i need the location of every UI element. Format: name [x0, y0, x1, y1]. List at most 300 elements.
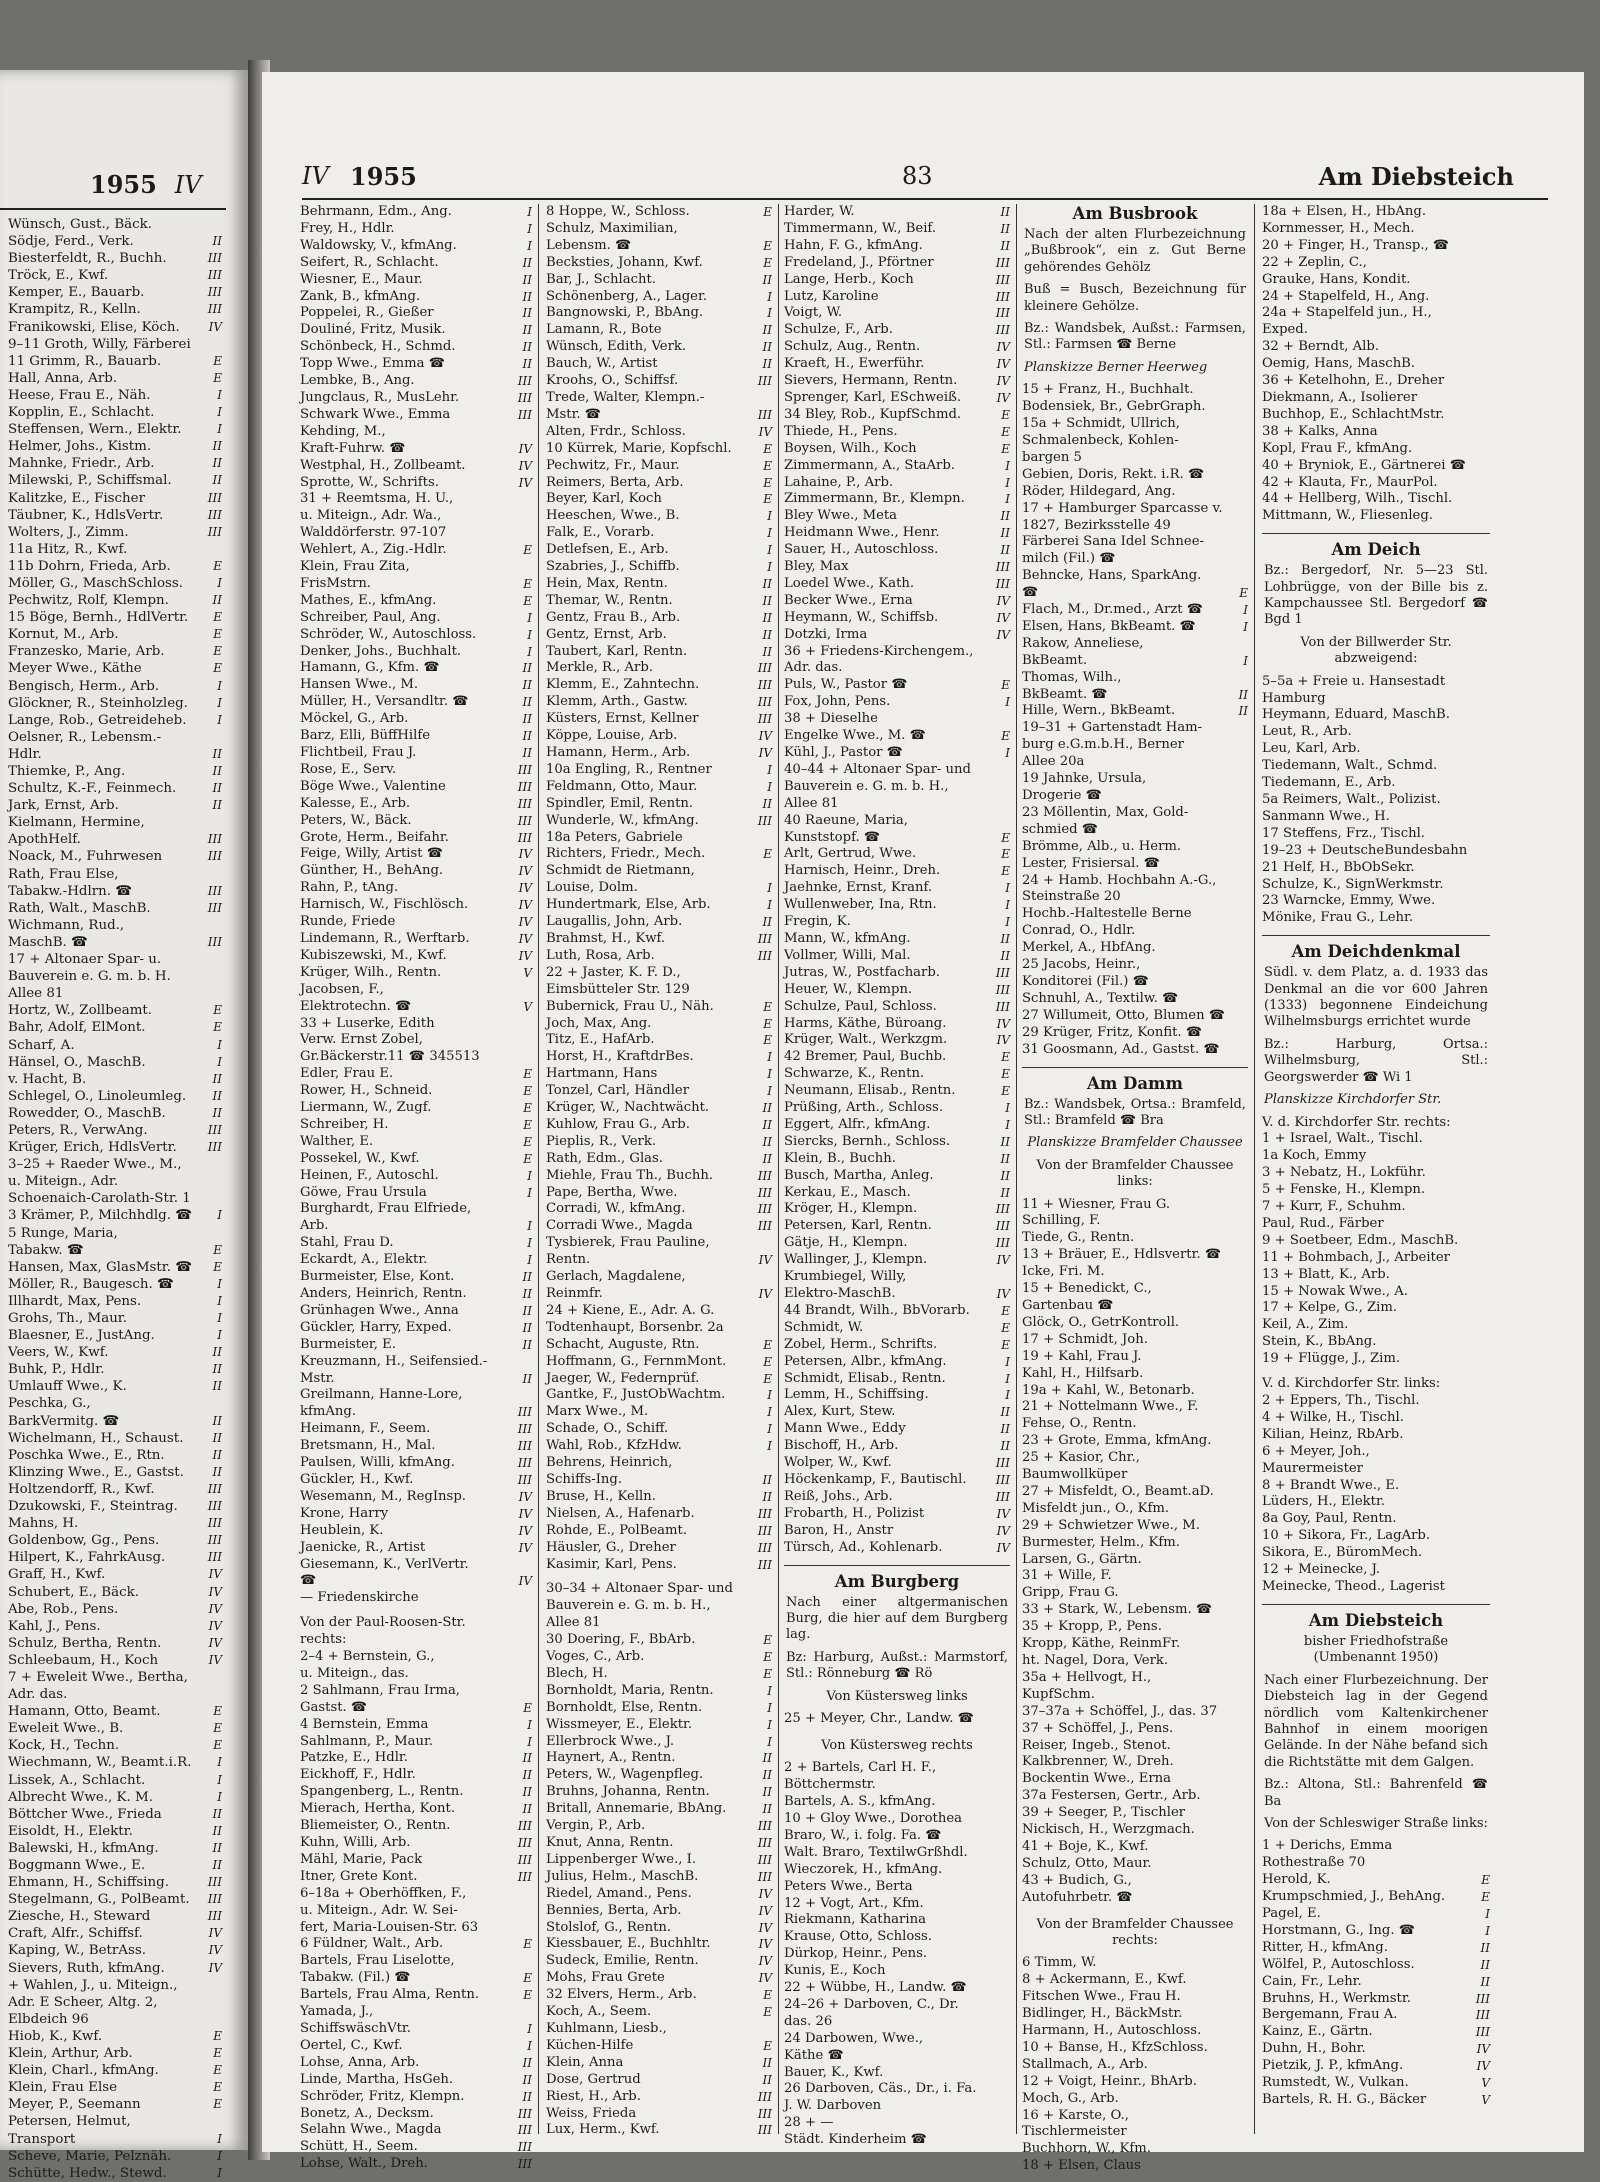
resident-entry	[546, 1632, 772, 1649]
floor-code: I	[767, 762, 772, 777]
resident-name: u. Miteign., Adr. Wa.,	[300, 508, 442, 524]
floor-code: II	[762, 1768, 772, 1783]
resident-name: Kropp, Käthe, ReinmFr.	[1022, 1636, 1181, 1652]
resident-entry	[1262, 691, 1490, 708]
floor-code: E	[213, 610, 222, 625]
resident-name: Neumann, Elisab., Rentn.	[784, 1083, 956, 1099]
resident-entry	[546, 1700, 772, 1717]
resident-name: Mohs, Frau Grete	[546, 1970, 665, 1986]
resident-name: Wieczorek, H., kfmAng.	[784, 1861, 943, 1877]
resident-entry	[546, 1032, 772, 1049]
floor-code: III	[1475, 2008, 1490, 2023]
resident-entry	[546, 2089, 772, 2106]
resident-entry	[546, 1083, 772, 1100]
floor-code: E	[213, 2063, 222, 2078]
floor-code: E	[213, 1738, 222, 1753]
resident-entry	[1262, 356, 1490, 373]
column-4	[1022, 204, 1255, 2174]
resident-name: Tröck, E., Kwf.	[8, 268, 109, 284]
resident-entry	[1022, 2040, 1248, 2057]
resident-name: Buchhop, E., SchlachtMstr.	[1262, 406, 1445, 422]
floor-code: II	[1480, 1974, 1490, 1989]
resident-entry	[784, 965, 1010, 982]
resident-name: 21 + Nottelmann Wwe., F.	[1022, 1399, 1199, 1415]
resident-name: 39 + Seeger, P., Tischler	[1022, 1805, 1186, 1821]
resident-entry	[1022, 957, 1248, 974]
floor-code: E	[1001, 1320, 1010, 1335]
resident-name: Kalkbrenner, W., Dreh.	[1022, 1754, 1174, 1770]
resident-name: Boggmann Wwe., E.	[8, 1858, 146, 1873]
floor-code: II	[1000, 221, 1010, 236]
floor-code: I	[217, 2131, 222, 2146]
resident-name: 29 + Schwietzer Wwe., M.	[1022, 1517, 1200, 1533]
resident-name: Rower, H., Schneid.	[300, 1083, 433, 1099]
floor-code: III	[995, 272, 1010, 287]
resident-entry	[300, 796, 532, 813]
floor-code: II	[212, 1362, 222, 1377]
floor-code: E	[213, 1020, 222, 1035]
resident-name: Elektro-MaschB.	[784, 1286, 896, 1301]
floor-code: I	[1005, 1354, 1010, 1369]
resident-name: Hamann, G., Kfm. ☎	[300, 660, 440, 676]
floor-code: IV	[996, 627, 1010, 642]
resident-name: Kraft-Fuhrw. ☎	[300, 440, 406, 456]
resident-name: MaschB. ☎	[8, 934, 88, 950]
resident-name: Dotzki, Irma	[784, 626, 868, 642]
resident-entry	[1022, 433, 1248, 450]
floor-code: IV	[1476, 2059, 1490, 2074]
resident-entry	[784, 1455, 1010, 1472]
resident-name: Schulz, Otto, Maur.	[1022, 1855, 1152, 1871]
resident-entry	[8, 1618, 222, 1635]
resident-entry	[784, 1185, 1010, 1202]
resident-entry	[784, 1963, 1010, 1980]
floor-code: III	[995, 1219, 1010, 1234]
resident-name: 8a Goy, Paul, Rentn.	[1262, 1511, 1397, 1527]
resident-entry	[784, 1777, 1010, 1794]
floor-code: III	[207, 1140, 222, 1155]
floor-code: I	[527, 1168, 532, 1183]
resident-name: Wunderle, W., kfmAng.	[546, 812, 699, 828]
street-heading: Am Burgberg	[784, 1565, 1010, 1591]
resident-name: Patzke, E., Hdlr.	[300, 1750, 408, 1766]
resident-entry	[300, 1590, 532, 1607]
resident-entry	[8, 421, 222, 438]
resident-name: 1 + Israel, Walt., Tischl.	[1262, 1131, 1423, 1147]
resident-name: 1a Koch, Emmy	[1262, 1148, 1367, 1164]
floor-code: I	[767, 881, 772, 896]
floor-code: E	[1001, 864, 1010, 879]
resident-entry	[546, 1235, 772, 1252]
resident-name: 15 Böge, Bernh., HdlVertr.	[8, 610, 189, 626]
resident-entry	[300, 221, 532, 238]
resident-name: 38 + Dieselhe	[784, 711, 878, 727]
resident-entry	[784, 1946, 1010, 1963]
resident-entry	[1262, 1974, 1490, 1991]
resident-name: 12 + Voigt, Heinr., BhArb.	[1022, 2073, 1197, 2089]
resident-entry	[546, 796, 772, 813]
resident-name: Lamann, R., Bote	[546, 322, 662, 338]
resident-name: Liermann, W., Zugf.	[300, 1100, 432, 1116]
resident-entry	[784, 982, 1010, 999]
resident-entry	[300, 1252, 532, 1269]
resident-name: Herold, K.	[1262, 1872, 1331, 1888]
resident-name: 19a + Kahl, W., Betonarb.	[1022, 1382, 1195, 1398]
resident-entry	[1262, 1148, 1490, 1165]
resident-entry	[300, 1100, 532, 1117]
resident-name: Harmann, H., Autoschloss.	[1022, 2023, 1202, 2039]
resident-entry	[300, 1615, 532, 1632]
resident-entry	[1022, 940, 1248, 957]
resident-name: 35 + Kropp, P., Pens.	[1022, 1619, 1162, 1635]
floor-code: IV	[518, 1506, 532, 1521]
left-page-section: IV	[174, 171, 202, 199]
resident-entry	[1262, 826, 1490, 843]
floor-code: II	[1000, 238, 1010, 253]
resident-name: 5 + Fenske, H., Klempn.	[1262, 1182, 1426, 1198]
floor-code: IV	[758, 1287, 772, 1301]
floor-code: E	[1001, 1050, 1010, 1065]
floor-code: I	[527, 1734, 532, 1749]
resident-entry	[784, 1811, 1010, 1828]
resident-name: Hille, Wern., BkBeamt.	[1022, 703, 1176, 719]
floor-code: III	[207, 1122, 222, 1137]
resident-entry	[546, 779, 772, 796]
floor-code: II	[1000, 1168, 1010, 1183]
resident-name: 7 + Kurr, F., Schuhm.	[1262, 1199, 1406, 1215]
resident-entry	[8, 660, 222, 677]
resident-name: Paulsen, Willi, kfmAng.	[300, 1455, 455, 1471]
resident-entry	[546, 1168, 772, 1185]
resident-name: Schmidt, W.	[784, 1319, 864, 1335]
resident-entry	[546, 880, 772, 897]
resident-entry	[546, 914, 772, 931]
resident-entry	[1022, 1484, 1248, 1501]
resident-entry	[784, 1711, 1010, 1728]
resident-entry	[784, 1218, 1010, 1235]
resident-name: Rakow, Anneliese,	[1022, 635, 1144, 651]
resident-entry	[546, 1920, 772, 1937]
floor-code: II	[762, 610, 772, 625]
resident-entry	[1022, 1704, 1248, 1721]
floor-code: III	[517, 762, 532, 777]
resident-name: Kopplin, E., Schlacht.	[8, 405, 155, 421]
floor-code: II	[762, 796, 772, 811]
resident-name: Poschka Wwe., E., Rtn.	[8, 1447, 165, 1463]
floor-code: II	[762, 1134, 772, 1149]
resident-name: Schreiber, H.	[300, 1116, 389, 1132]
resident-name: 5a Reimers, Walt., Polizist.	[1262, 792, 1441, 807]
resident-name: Ehmann, H., Schiffsing.	[8, 1875, 169, 1891]
floor-code: II	[1000, 948, 1010, 963]
resident-name: Hilpert, K., FahrkAusg.	[8, 1550, 166, 1566]
resident-entry	[8, 626, 222, 643]
resident-name: Lux, Herm., Kwf.	[546, 2122, 660, 2138]
floor-code: IV	[996, 1016, 1010, 1031]
resident-entry	[1262, 1838, 1490, 1855]
resident-name: Rath, Walt., MaschB.	[8, 900, 151, 916]
resident-entry	[784, 1506, 1010, 1523]
street-note: Bz.: Bergedorf, Nr. 5—23 Stl. Lohbrügge, von der Bille bis z. Kampchaussee Stl. Bergedorf ☎ Bgd 1	[1264, 563, 1488, 628]
resident-entry	[8, 438, 222, 455]
resident-entry	[546, 1869, 772, 1886]
resident-name: Ellerbrock Wwe., J.	[546, 1733, 675, 1749]
resident-entry	[546, 1540, 772, 1557]
resident-name: Tabakw. ☎	[8, 1242, 84, 1258]
floor-code: III	[517, 1422, 532, 1437]
resident-name: 19 Jahnke, Ursula,	[1022, 771, 1147, 787]
floor-code: II	[522, 661, 532, 676]
resident-name: 5–5a + Freie u. Hansestadt	[1262, 673, 1446, 689]
resident-entry	[1262, 221, 1490, 238]
resident-entry	[784, 1879, 1010, 1896]
resident-name: Haynert, A., Rentn.	[546, 1750, 676, 1766]
resident-name: Ritter, H., kfmAng.	[1262, 1939, 1388, 1955]
resident-entry	[1262, 322, 1490, 339]
resident-name: Klemm, E., Zahntechn.	[546, 677, 700, 693]
resident-entry	[300, 1970, 532, 1987]
resident-name: 20 + Finger, H., Transp., ☎	[1262, 237, 1450, 253]
resident-entry	[546, 2072, 772, 2089]
resident-name: 23 Warncke, Emmy, Wwe.	[1262, 893, 1436, 909]
floor-code: II	[1000, 1405, 1010, 1420]
resident-name: Schulze, F., Arb.	[784, 322, 893, 338]
resident-name: Hortz, W., Zollbeamt.	[8, 1003, 153, 1019]
floor-code: IV	[758, 1971, 772, 1986]
resident-name: Hamburg	[1262, 690, 1326, 706]
resident-name: Diekmann, A., Isolierer	[1262, 389, 1417, 405]
resident-entry	[546, 1185, 772, 1202]
resident-name: Marx Wwe., M.	[546, 1404, 649, 1420]
resident-entry	[1262, 860, 1490, 877]
resident-entry	[1022, 585, 1248, 602]
floor-code: IV	[758, 1253, 772, 1268]
resident-entry	[300, 880, 532, 897]
floor-code: II	[762, 576, 772, 591]
resident-name: Lange, Rob., Getreideheb.	[8, 712, 187, 728]
resident-entry	[546, 644, 772, 661]
floor-code: IV	[758, 424, 772, 439]
resident-name: Bar, J., Schlacht.	[546, 271, 656, 287]
floor-code: III	[207, 1481, 222, 1496]
resident-name: Kerkau, E., Masch.	[784, 1184, 911, 1200]
resident-entry	[300, 593, 532, 610]
resident-entry	[1262, 1351, 1490, 1368]
street-note: Nach einer altgermanischen Burg, die hier auf dem Burgberg lag.	[786, 1594, 1008, 1643]
resident-name: 30–34 + Altonaer Spar- und	[546, 1581, 733, 1597]
resident-entry	[8, 1874, 222, 1891]
resident-name: 2 Sahlmann, Frau Irma,	[300, 1682, 461, 1698]
resident-name: Franikowski, Elise, Köch.	[8, 319, 180, 335]
column-1	[300, 204, 539, 2172]
resident-entry	[8, 1635, 222, 1652]
resident-name: Rowedder, O., MaschB.	[8, 1105, 166, 1121]
resident-name: Bartels, R. H. G., Bäcker	[1262, 2091, 1427, 2107]
floor-code: III	[995, 306, 1010, 321]
resident-name: 10 + Gloy Wwe., Dorothea	[784, 1810, 962, 1826]
floor-code: IV	[208, 1652, 222, 1667]
resident-entry	[546, 1666, 772, 1683]
resident-entry	[546, 677, 772, 694]
floor-code: I	[217, 1311, 222, 1325]
resident-name: 21 Helf, H., BbObSekr.	[1262, 859, 1415, 875]
resident-entry	[300, 1666, 532, 1683]
resident-name: Spindler, Emil, Rentn.	[546, 795, 694, 811]
resident-entry	[1262, 458, 1490, 475]
resident-name: Giesemann, K., VerlVertr.	[300, 1556, 469, 1572]
resident-name: Kalitzke, E., Fischer	[8, 490, 145, 506]
resident-entry	[8, 934, 222, 951]
floor-code: I	[767, 526, 772, 541]
street-heading: Am Deichdenkmal	[1262, 935, 1490, 961]
resident-entry	[8, 1686, 222, 1703]
floor-code: II	[522, 1371, 532, 1386]
resident-entry	[1262, 1410, 1490, 1427]
resident-name: burg e.G.m.b.H., Berner	[1022, 737, 1184, 753]
resident-name: Kielmann, Hermine,	[8, 815, 145, 831]
floor-code: E	[213, 2080, 222, 2095]
resident-name: 32 Elvers, Herm., Arb.	[546, 1987, 697, 2003]
resident-entry	[784, 238, 1010, 255]
resident-entry	[546, 1252, 772, 1269]
resident-entry	[784, 1387, 1010, 1404]
resident-name: Knut, Anna, Rentn.	[546, 1835, 674, 1850]
resident-name: Hoffmann, G., FernmMont.	[546, 1353, 727, 1369]
resident-name: Stallmach, A., Arb.	[1022, 2056, 1148, 2072]
resident-entry	[1022, 2124, 1248, 2141]
resident-entry	[784, 1016, 1010, 1033]
resident-entry	[1022, 991, 1248, 1008]
resident-entry	[300, 1016, 532, 1033]
resident-entry	[300, 1235, 532, 1252]
resident-name: Heeschen, Wwe., B.	[546, 508, 680, 524]
floor-code: II	[1000, 1439, 1010, 1454]
resident-name: Schiffs-Ing.	[546, 1471, 623, 1487]
resident-entry	[1262, 707, 1490, 724]
resident-name: Allee 20a	[1022, 754, 1085, 770]
resident-name: Kornmesser, H., Mech.	[1262, 220, 1415, 236]
resident-name: das. 26	[784, 2013, 833, 2029]
resident-name: 10a Engling, R., Rentner	[546, 761, 712, 777]
resident-name: Mittmann, W., Fliesenleg.	[1262, 508, 1433, 524]
right-page-header	[302, 162, 1554, 192]
floor-code: III	[517, 779, 532, 794]
resident-entry	[546, 610, 772, 627]
resident-name: BkBeamt. ☎	[1022, 686, 1108, 702]
floor-code: II	[522, 357, 532, 372]
resident-name: Waldowsky, V., kfmAng.	[300, 237, 457, 253]
resident-name: Peters Wwe., Berta	[784, 1878, 913, 1894]
resident-entry	[784, 1472, 1010, 1489]
resident-name: Harder, W.	[784, 204, 855, 219]
street-note: Von der Bramfelder Chaussee rechts:	[1036, 1916, 1234, 1948]
floor-code: III	[757, 661, 772, 676]
floor-code: II	[522, 678, 532, 693]
resident-name: Schwark Wwe., Emma	[300, 406, 451, 422]
resident-entry	[300, 1489, 532, 1506]
street-note: Von Küstersweg links	[826, 1688, 968, 1704]
floor-code: III	[757, 1540, 772, 1555]
resident-entry	[546, 1649, 772, 1666]
resident-name: Milewski, P., Schiffsmal.	[8, 473, 172, 489]
resident-entry	[546, 2004, 772, 2021]
resident-entry	[1022, 1805, 1248, 1822]
resident-entry	[8, 2062, 222, 2079]
resident-entry	[1022, 670, 1248, 687]
floor-code: I	[1005, 898, 1010, 913]
resident-entry	[1022, 1687, 1248, 1704]
floor-code: III	[757, 2089, 772, 2104]
resident-entry	[300, 2156, 532, 2173]
resident-entry	[1022, 2023, 1248, 2040]
resident-name: Behrmann, Edm., Ang.	[300, 204, 452, 219]
resident-name: Fitschen Wwe., Frau H.	[1022, 1989, 1181, 2005]
resident-entry	[1022, 416, 1248, 433]
resident-name: Sanmann Wwe., H.	[1262, 808, 1390, 824]
floor-code: I	[527, 610, 532, 625]
resident-entry	[546, 1387, 772, 1404]
floor-code: E	[213, 661, 222, 676]
resident-name: Krampitz, R., Kelln.	[8, 302, 141, 318]
resident-name: 19 + Flügge, J., Zim.	[1262, 1351, 1401, 1367]
resident-entry	[8, 1601, 222, 1618]
resident-name: 19 + Kahl, Frau J.	[1022, 1348, 1142, 1364]
resident-entry	[546, 863, 772, 880]
floor-code: III	[207, 849, 222, 864]
floor-code: II	[1238, 704, 1248, 719]
resident-entry	[8, 1652, 222, 1669]
resident-name: Stolslof, G., Rentn.	[546, 1919, 672, 1935]
resident-name: Harms, Käthe, Büroang.	[784, 1015, 947, 1031]
resident-name: 15 + Nowak Wwe., A.	[1262, 1283, 1408, 1299]
resident-entry	[1262, 373, 1490, 390]
floor-code: II	[762, 1751, 772, 1766]
resident-entry	[300, 762, 532, 779]
resident-entry	[8, 2131, 222, 2148]
resident-entry	[1022, 551, 1248, 568]
resident-entry	[8, 1703, 222, 1720]
resident-name: 2–4 + Bernstein, G.,	[300, 1649, 435, 1665]
resident-entry	[546, 1049, 772, 1066]
resident-entry	[8, 678, 222, 695]
resident-entry	[8, 797, 222, 814]
resident-entry	[300, 441, 532, 458]
floor-code: I	[1005, 475, 1010, 490]
resident-entry	[784, 931, 1010, 948]
floor-code: II	[522, 746, 532, 760]
resident-entry	[300, 2055, 532, 2072]
resident-name: Wullenweber, Ina, Rtn.	[784, 897, 937, 913]
floor-code: II	[762, 915, 772, 930]
street-note: Bz.: Harburg, Ortsa.: Wilhelmsburg, Stl.: Georgswerder ☎ Wi 1	[1264, 1036, 1488, 1085]
resident-entry	[8, 1378, 222, 1395]
resident-name: Städt. Kinderheim ☎	[784, 2132, 928, 2148]
resident-entry	[1022, 1025, 1248, 1042]
resident-entry	[546, 424, 772, 441]
resident-name: Schmalenbeck, Kohlen-	[1022, 432, 1179, 448]
resident-entry	[8, 1019, 222, 1036]
resident-name: Lutz, Karoline	[784, 288, 879, 304]
resident-name: Bonetz, A., Decksm.	[300, 2105, 434, 2121]
resident-name: Zimmermann, Br., Klempn.	[784, 491, 965, 507]
resident-entry	[300, 1750, 532, 1767]
resident-name: Tiedemann, E., Arb.	[1262, 775, 1396, 791]
resident-name: Wiesner, E., Maur.	[300, 271, 423, 287]
resident-name: Möller, G., MaschSchloss.	[8, 575, 184, 591]
resident-entry	[784, 1049, 1010, 1066]
floor-code: I	[767, 1388, 772, 1403]
resident-entry	[1262, 1444, 1490, 1461]
